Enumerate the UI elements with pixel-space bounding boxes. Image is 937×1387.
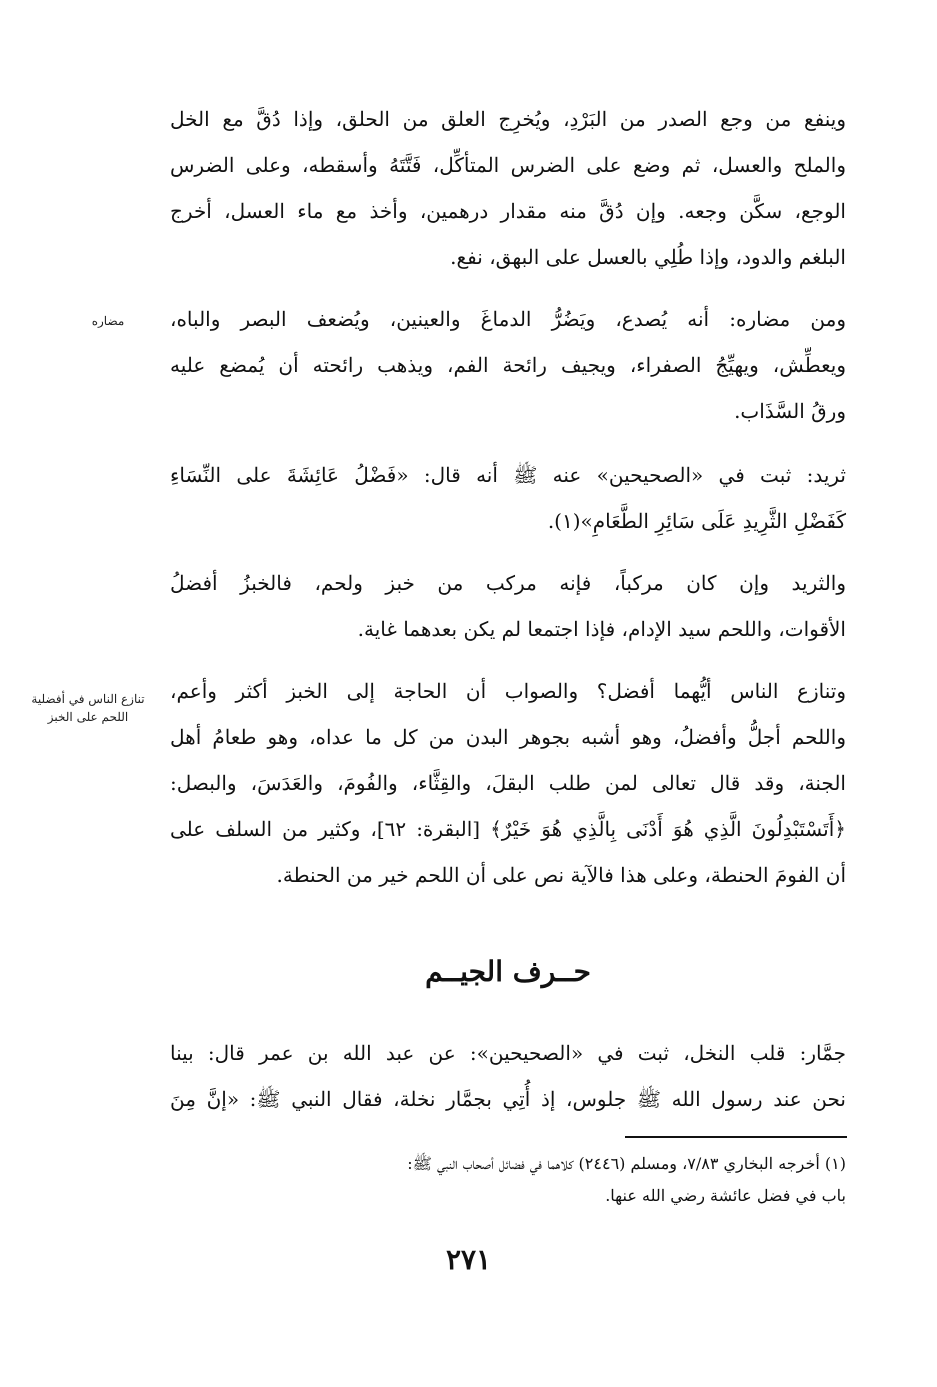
paragraph-harms <box>170 296 846 434</box>
text-line: أن الفومَ الحنطة، وعلى هذا فالآية نص على أن اللحم خير من الحنطة. <box>276 863 846 887</box>
paragraph-jummar <box>170 1030 846 1122</box>
text-line: وتنازع الناس أيُّهما أفضل؟ والصواب أن الحاجة إلى الخبز أكثر وأعم، <box>170 679 846 703</box>
section-heading: حــرف الجيــم <box>425 955 591 988</box>
text-line: كَفَضْلِ الثَّرِيدِ عَلَى سَائِرِ الطَّعَامِ»(١). <box>547 509 846 533</box>
page-number: ٢٧١ <box>445 1243 492 1276</box>
text-line: الجنة، وقد قال تعالى لمن طلب البقلَ، والقِثَّاء، والفُومَ، والعَدَسَ، والبصل: <box>170 771 846 795</box>
text-line: والثريد وإن كان مركباً، فإنه مركب من خبز ولحم، فالخبزُ أفضلُ <box>170 571 846 595</box>
margin-note-dispute <box>20 690 156 726</box>
margin-note-line: تنازع الناس في أفضلية <box>31 692 145 706</box>
text-line: ومن مضاره: أنه يُصدع، ويَضُرُّ الدماغَ والعينين، ويُضعف البصر والباه، <box>170 307 846 331</box>
text-line: ورقُ السَّذَاب. <box>734 399 846 423</box>
text-line: البلغم والدود، وإذا طُلِي بالعسل على البهق، نفع. <box>450 245 846 269</box>
text-line: وينفع من وجع الصدر من البَرْدِ، ويُخرِج العلق من الحلق، وإذا دُقَّ مع الخل <box>170 107 846 131</box>
text-line: ويعطِّش، ويهيِّجُ الصفراء، ويجيف رائحة الفم، ويذهب رائحته أن يُمضع عليه <box>170 353 846 377</box>
text-line: ثريد: ثبت في «الصحيحين» عنه ﷺ أنه قال: «فَضْلُ عَائِشَةَ على النِّسَاءِ <box>170 463 846 487</box>
text-line: واللحم أجلُّ وأفضلُ، وهو أشبه بجوهر البدن من كل ما عداه، وهو طعامُ أهل <box>170 725 846 749</box>
paragraph-benefits <box>170 96 846 280</box>
text-line: ﴿أَتَسْتَبْدِلُونَ الَّذِي هُوَ أَدْنَى بِالَّذِي هُوَ خَيْرٌ﴾ [البقرة: ٦٢]، وكثير من السلف على <box>170 817 846 841</box>
footnote-line: باب في فضل عائشة رضي الله عنها. <box>605 1186 846 1205</box>
text-line: والملح والعسل، ثم وضع على الضرس المتأكِّل، فَتَّتَهُ وأسقطه، وعلى الضرس <box>170 153 846 177</box>
text-line: جمَّار: قلب النخل، ثبت في «الصحيحين»: عن عبد الله بن عمر قال: بينا <box>170 1041 846 1065</box>
paragraph-tharid-composition <box>170 560 846 652</box>
text-line: الوجع، سكَّن وجعه. وإن دُقَّ منه مقدار درهمين، وأخذ مع ماء العسل، أخرج <box>170 199 846 223</box>
margin-note-harms: مضاره <box>91 314 125 328</box>
paragraph-dispute <box>170 668 846 898</box>
paragraph-tharid <box>170 452 846 544</box>
footnote <box>170 1148 846 1212</box>
text-line: نحن عند رسول الله ﷺ جلوس، إذ أُتِي بجمَّار نخلة، فقال النبي ﷺ: «إنَّ مِنَ <box>170 1087 846 1111</box>
text-line: الأقوات، واللحم سيد الإدام، فإذا اجتمعا لم يكن بعدهما غاية. <box>357 617 846 641</box>
margin-note-line: اللحم على الخبز <box>47 710 129 724</box>
footnote-separator <box>625 1136 847 1138</box>
footnote-line: (١) أخرجه البخاري ٧/٨٣، ومسلم (٢٤٤٦) كلاهما في فضائل أصحاب النبي ﷺ: <box>407 1154 846 1173</box>
